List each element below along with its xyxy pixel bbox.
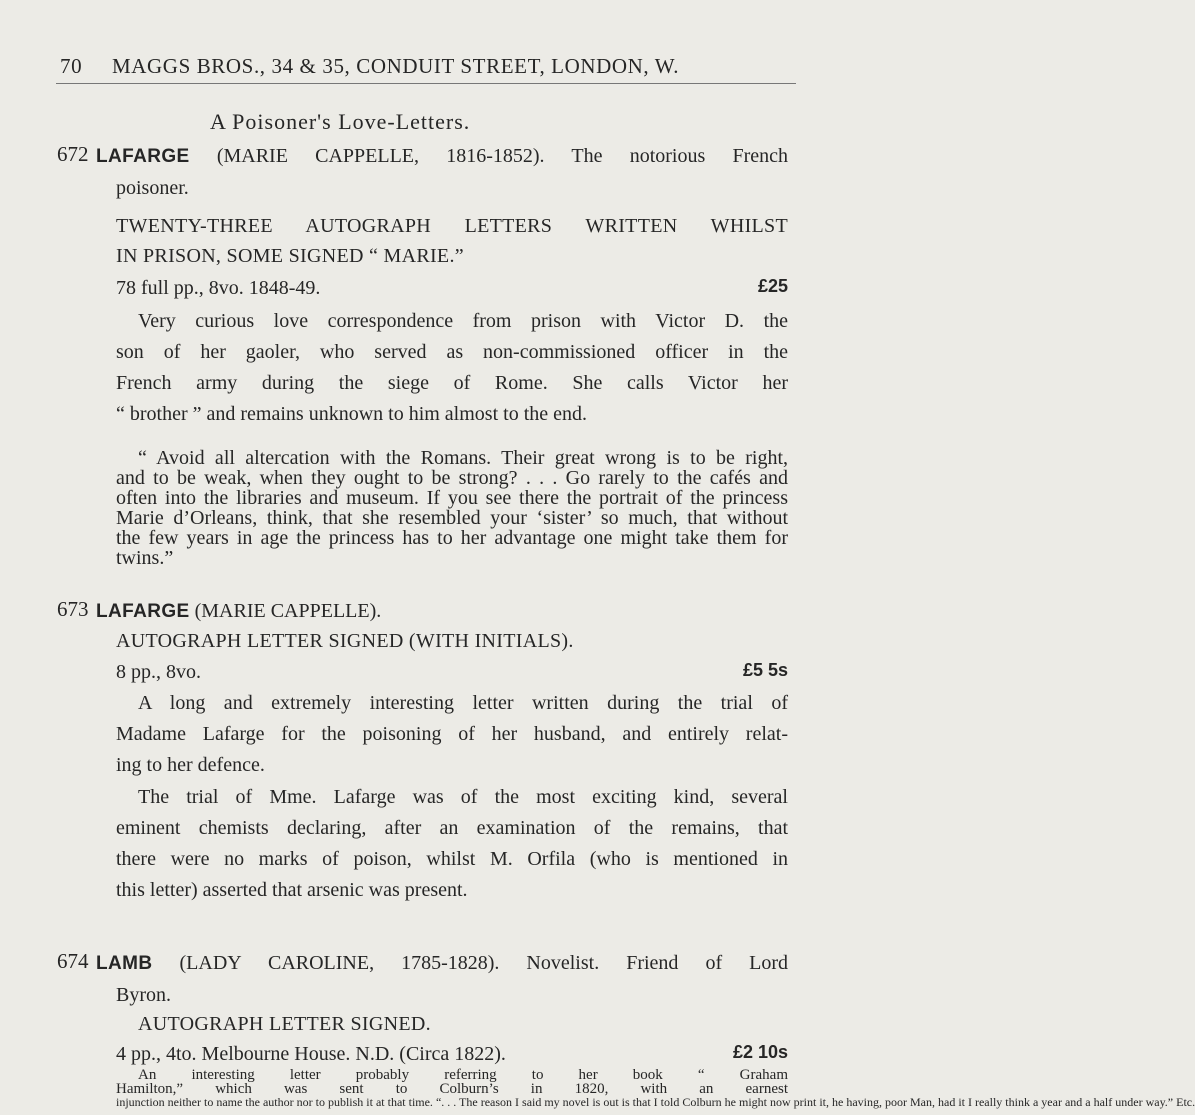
lot-price: £5 5s bbox=[742, 660, 788, 680]
lot-collation: 8 pp., 8vo. bbox=[116, 661, 201, 683]
lot-collation: 78 full pp., 8vo. 1848-49. bbox=[116, 277, 321, 299]
lot-heading: LAMB (LADY CAROLINE, 1785-1828). Novelist. Friend of Lord bbox=[96, 952, 788, 974]
lot-number: 674 bbox=[57, 949, 89, 973]
header-text: MAGGS BROS., 34 & 35, CONDUIT STREET, LONDON, W. bbox=[112, 54, 680, 78]
catalogue-page: 70 MAGGS BROS., 34 & 35, CONDUIT STREET, LONDON, W. A Poisoner's Love-Letters. 672 LAFARGE (MARIE CAPPELLE, 1816-1852). The notorious French poisoner. TWENTY-THREE AUTOGRAPH LETTERS WRITTEN WHILST IN PRISON, SOME SIGNED “ MARIE.” 78 full pp., 8vo. 1848-49. £25 Very curious love correspondence from prison with Victor D. the son of her gaoler, who served as non-commissioned officer in the French army during the siege of Rome. She calls Victor her “ brother ” and remains unknown to him almost to the end. “ Avoid all altercation with the Romans. Their great wrong is to be right, and to be weak, when they ought to be strong? . . . Go rarely to the cafés and often into the libraries and museum. If you see there the portrait of the princess Marie d’Orleans, think, that she resembled your ‘sister’ so much, that without the few years in age the princess has to her advantage one might take them for twins.” 673 LAFARGE (MARIE CAPPELLE). AUTOGRAPH LETTER SIGNED (WITH INITIALS). 8 pp., 8vo. £5 5s A long and extremely interesting letter written during the trial of Madame Lafarge for the poisoning of her husband, and entirely relat- ing to her defence. The trial of Mme. Lafarge was of the most exciting kind, several eminent chemists declaring, after an examination of the remains, that there were no marks of poison, whilst M. Orfila (who is mentioned in this letter) asserted that arsenic was present. 674 LAMB (LADY CAROLINE, 1785-1828). Novelist. Friend of Lord Byron. AUTOGRAPH LETTER SIGNED. 4 pp., 4to. Melbourne House. N.D. (Circa 1822). £2 10s An interesting letter probably referring to her book “ Graham Hamilton,” which was sent to Colburn’s in 1820, with an earnest injunction neither to name the author nor to publish it at that time. “. . . The reason I said my novel is out is that I told Colburn he might now print it, he having, poor Man, had it I really think a year and a half under way.” Etc. bbox=[57, 54, 1195, 1109]
lot-name: LAFARGE bbox=[96, 601, 190, 622]
lot-heading: LAFARGE (MARIE CAPPELLE, 1816-1852). The notorious French bbox=[96, 145, 789, 167]
lot-price: £2 10s bbox=[732, 1042, 788, 1062]
lot-number: 673 bbox=[57, 597, 89, 621]
lot-collation: 4 pp., 4to. Melbourne House. N.D. (Circa 1822). bbox=[116, 1043, 506, 1065]
section-title: A Poisoner's Love-Letters. bbox=[210, 109, 471, 134]
lot-price: £25 bbox=[757, 276, 788, 296]
lot-name: LAFARGE bbox=[96, 146, 190, 167]
lot-title: AUTOGRAPH LETTER SIGNED. bbox=[138, 1013, 431, 1035]
page-header bbox=[60, 54, 790, 79]
lot-number: 672 bbox=[57, 142, 89, 166]
lot-title: AUTOGRAPH LETTER SIGNED (WITH INITIALS). bbox=[116, 630, 574, 652]
lot-name: LAMB bbox=[96, 953, 153, 974]
lot-title: TWENTY-THREE AUTOGRAPH LETTERS WRITTEN WHILST bbox=[116, 215, 788, 237]
header-rule bbox=[56, 83, 796, 84]
page-number: 70 bbox=[60, 54, 83, 78]
lot-heading: LAFARGE (MARIE CAPPELLE). bbox=[96, 600, 382, 622]
